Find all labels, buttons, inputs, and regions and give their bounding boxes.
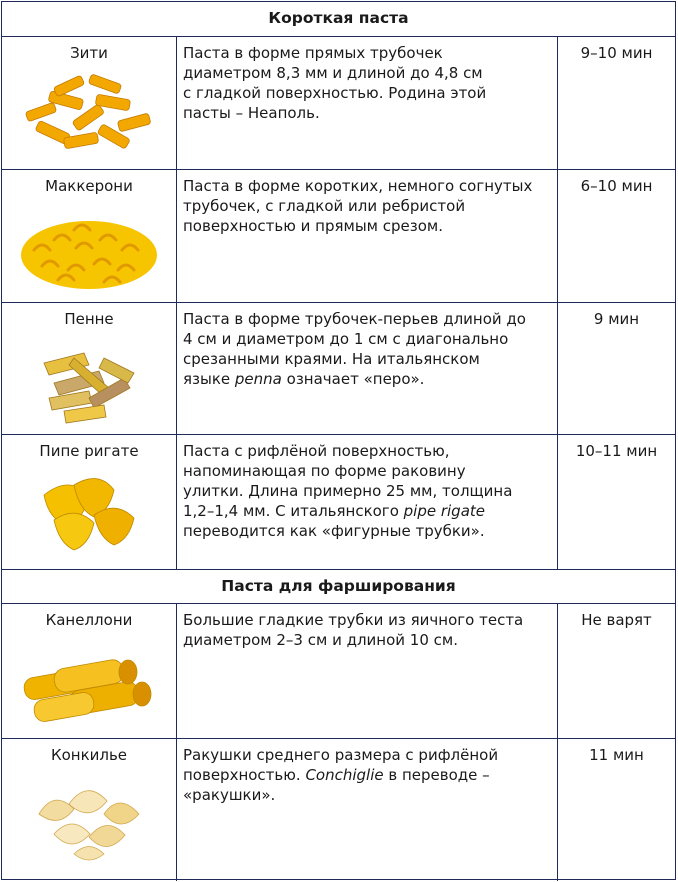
cook-time: 11 мин <box>589 746 644 764</box>
table-row <box>2 170 675 303</box>
table-row <box>2 37 675 170</box>
section-header <box>2 570 675 604</box>
cook-time: 6–10 мин <box>580 177 653 195</box>
section-title: Короткая паста <box>268 9 409 27</box>
pasta-name-cell <box>2 37 177 169</box>
pasta-description: Паста с рифлёной поверхностью, напоминающая по форме раковину улитки. Длина примерно 25 мм, толщина 1,2–1,4 мм. С итальянского pipe rigate переводится как «фигурные трубки». <box>177 435 558 569</box>
table-row <box>2 303 675 435</box>
pipe-rigate-pasta-icon <box>14 465 164 563</box>
pasta-name-cell <box>2 435 177 569</box>
pasta-name: Маккерони <box>45 177 133 195</box>
pasta-name: Пипе ригате <box>39 442 139 460</box>
pasta-description: Паста в форме трубочек-перьев длиной до 4 см и диаметром до 1 см с диагонально срезанными краями. На итальянском языке penna означает «перо». <box>177 303 558 434</box>
pasta-name: Канеллони <box>45 611 133 629</box>
section-header <box>2 2 675 37</box>
cannelloni-pasta-icon <box>14 634 164 732</box>
section-title: Паста для фарширования <box>221 577 456 595</box>
cook-time: 9 мин <box>593 310 640 328</box>
pasta-description: Паста в форме прямых трубочек диаметром 8,3 мм и длиной до 4,8 см с гладкой поверхностью. Родина этой пасты – Неаполь. <box>177 37 558 169</box>
table-row <box>2 739 675 881</box>
pasta-name: Конкилье <box>50 746 128 764</box>
cook-time: 10–11 мин <box>575 442 658 460</box>
pasta-name-cell <box>2 604 177 738</box>
pasta-table <box>1 1 676 880</box>
macaroni-pasta-icon <box>14 200 164 298</box>
pasta-name: Пенне <box>64 310 114 328</box>
pasta-description: Паста в форме коротких, немного согнутых трубочек, с гладкой или ребристой поверхностью и прямым срезом. <box>177 170 558 302</box>
cook-time: Не варят <box>581 611 652 629</box>
pasta-name-cell <box>2 303 177 434</box>
penne-pasta-icon <box>14 333 164 431</box>
pasta-name: Зити <box>70 44 108 62</box>
pasta-name-cell <box>2 739 177 881</box>
pasta-description: Большие гладкие трубки из яичного теста диаметром 2–3 см и длиной 10 см. <box>177 604 558 738</box>
pasta-description: Ракушки среднего размера с рифлёной поверхностью. Conchiglie в переводе – «ракушки». <box>177 739 558 881</box>
cook-time: 9–10 мин <box>580 44 653 62</box>
pasta-name-cell <box>2 170 177 302</box>
table-row <box>2 604 675 739</box>
ziti-pasta-icon <box>14 67 164 165</box>
table-row <box>2 435 675 570</box>
conchiglie-pasta-icon <box>14 769 164 867</box>
